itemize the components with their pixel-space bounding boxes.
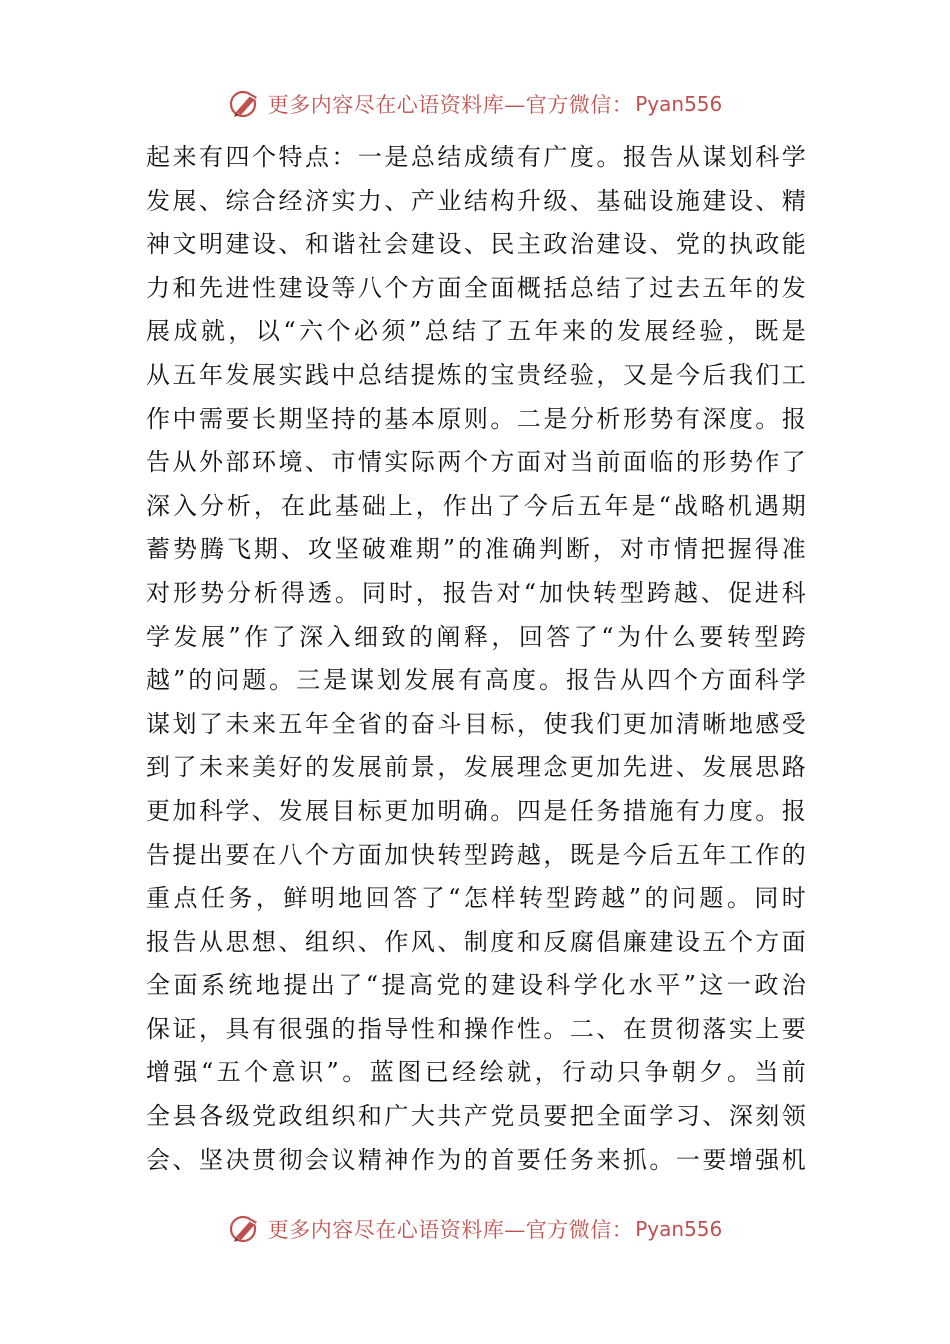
text-line: 告从外部环境、市情实际两个方面对当前面临的形势作了 (146, 448, 806, 477)
text-line: 谋划了未来五年全省的奋斗目标，使我们更加清晰地感受 (146, 709, 806, 738)
pen-logo-icon (228, 86, 264, 122)
text-line: 更加科学、发展目标更加明确。四是任务措施有力度。报 (146, 796, 806, 825)
text-line: 作中需要长期坚持的基本原则。二是分析形势有深度。报 (146, 404, 806, 433)
text-line: 保证，具有很强的指导性和操作性。二、在贯彻落实上要 (146, 1014, 806, 1043)
text-line: 到了未来美好的发展前景，发展理念更加先进、发展思路 (146, 753, 806, 782)
banner-wechat-id: Pyan556 (635, 1217, 723, 1241)
text-line: 告提出要在八个方面加快转型跨越，既是今后五年工作的 (146, 840, 806, 869)
text-line: 越”的问题。三是谋划发展有高度。报告从四个方面科学 (146, 666, 806, 695)
footer-banner (0, 1209, 950, 1249)
text-line: 蓄势腾飞期、攻坚破难期”的准确判断，对市情把握得准 (146, 535, 806, 564)
text-line: 全县各级党政组织和广大共产党员要把全面学习、深刻领 (146, 1102, 806, 1131)
text-line: 深入分析，在此基础上，作出了今后五年是“战略机遇期 (146, 491, 806, 520)
text-line: 对形势分析得透。同时，报告对“加快转型跨越、促进科 (146, 578, 806, 607)
text-line: 神文明建设、和谐社会建设、民主政治建设、党的执政能 (146, 230, 806, 259)
text-line: 会、坚决贯彻会议精神作为的首要任务来抓。一要增强机 (146, 1145, 806, 1174)
text-line: 发展、综合经济实力、产业结构升级、基础设施建设、精 (146, 186, 806, 215)
text-line: 起来有四个特点：一是总结成绩有广度。报告从谋划科学 (146, 143, 806, 171)
banner-text: 更多内容尽在心语资料库—官方微信： (267, 93, 634, 117)
header-banner (0, 84, 950, 124)
text-line: 报告从思想、组织、作风、制度和反腐倡廉建设五个方面 (146, 927, 806, 956)
banner-wechat-id: Pyan556 (635, 92, 723, 116)
text-line: 重点任务，鲜明地回答了“怎样转型跨越”的问题。同时 (146, 884, 806, 913)
text-line: 增强“五个意识”。蓝图已经绘就，行动只争朝夕。当前 (146, 1058, 806, 1087)
text-line: 从五年发展实践中总结提炼的宝贵经验，又是今后我们工 (146, 360, 806, 389)
text-line: 力和先进性建设等八个方面全面概括总结了过去五年的发 (146, 273, 806, 302)
text-line: 全面系统地提出了“提高党的建设科学化水平”这一政治 (146, 971, 806, 1000)
document-body (146, 136, 806, 1182)
text-line: 展成就，以“六个必须”总结了五年来的发展经验，既是 (146, 317, 806, 346)
banner-text: 更多内容尽在心语资料库—官方微信： (267, 1218, 634, 1242)
text-line: 学发展”作了深入细致的阐释，回答了“为什么要转型跨 (146, 622, 806, 651)
pen-logo-icon (228, 1211, 264, 1247)
